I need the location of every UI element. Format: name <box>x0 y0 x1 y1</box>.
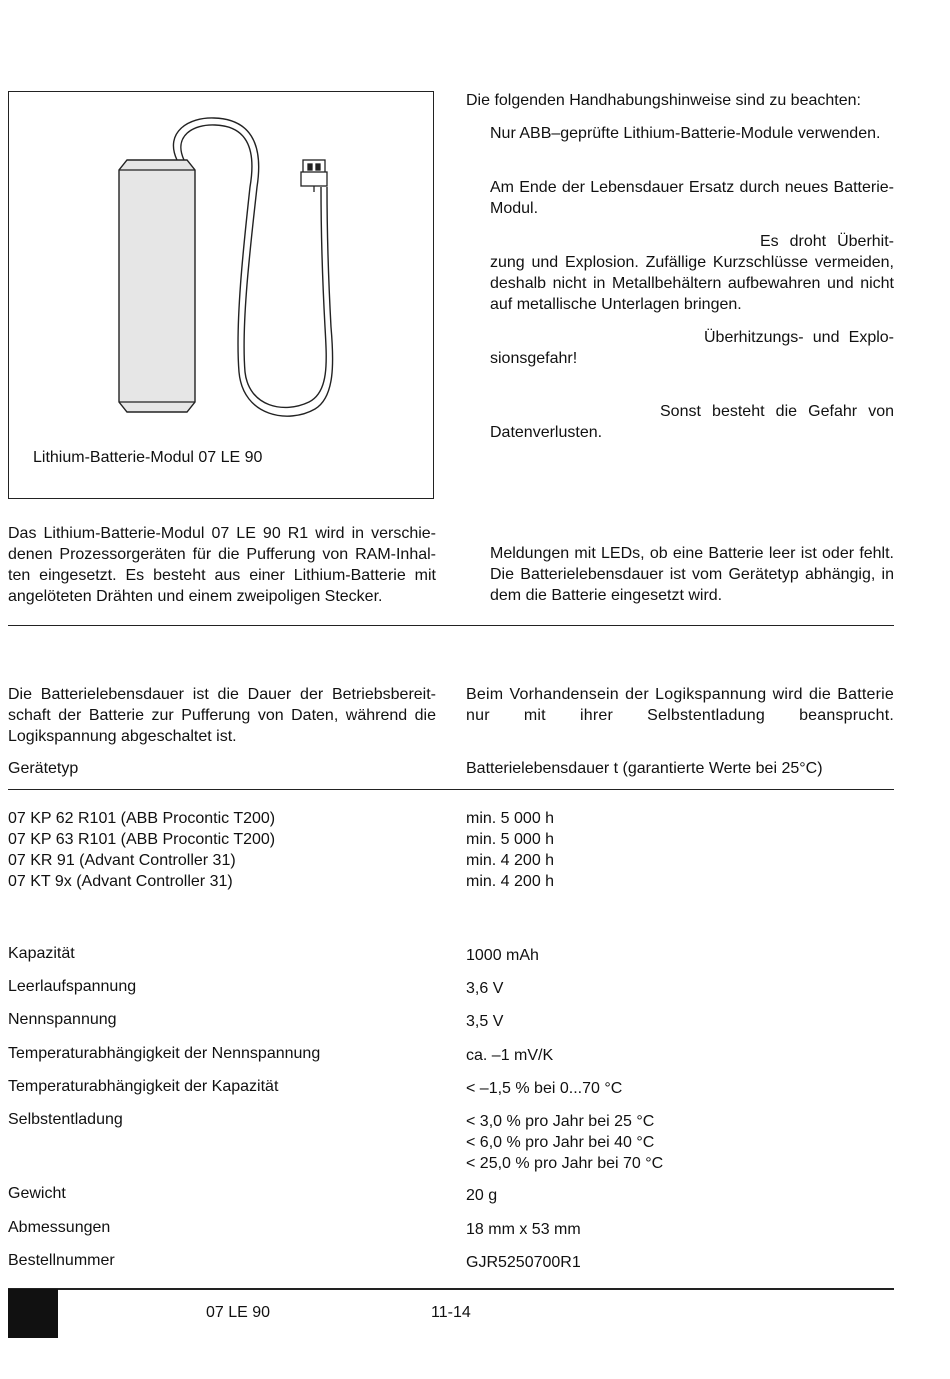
battery-cell <box>119 160 195 412</box>
spec-value <box>466 1078 622 1099</box>
spec-label: Abmessungen <box>8 1219 111 1236</box>
spec-label: Nennspannung <box>8 1011 117 1028</box>
spec-label: Temperaturabhängigkeit der Kapazität <box>8 1078 279 1095</box>
spec-label: Selbstentladung <box>8 1111 123 1128</box>
lifetime-item: min. 5 000 h <box>466 831 555 848</box>
led-note: Meldungen mit LEDs, ob eine Batterie leer ist oder fehlt. Die Batterielebensdauer ist vom Gerätetyp abhängig, in dem die Batterie eingesetzt wird. <box>490 545 894 604</box>
spec-label: Leerlaufspannung <box>8 978 137 995</box>
spec-value-line: < –1,5 % bei 0...70 °C <box>466 1080 623 1097</box>
handling-heading: Die folgenden Handhabungshinweise sind zu beachten: <box>466 92 861 109</box>
spec-value <box>466 1045 553 1066</box>
spec-value-line: < 3,0 % pro Jahr bei 25 °C <box>466 1113 655 1130</box>
spec-label: Bestellnummer <box>8 1252 115 1269</box>
device-item: 07 KR 91 (Advant Controller 31) <box>8 852 236 869</box>
footer-black-tab <box>8 1289 58 1338</box>
spec-value <box>466 945 539 966</box>
spec-value-line: < 25,0 % pro Jahr bei 70 °C <box>466 1155 664 1172</box>
column-header-device: Gerätetyp <box>8 760 79 777</box>
handling-item: Es droht Überhitzung und Explosion. Zufällige Kurzschlüsse vermeiden, deshalb nicht in Metallbehältern aufbewahren und nicht auf metallische Unterlagen bringen. <box>490 233 894 313</box>
footer-module-name: 07 LE 90 <box>206 1304 271 1321</box>
lifetime-self-discharge-note: Beim Vorhandensein der Logikspannung wird die Batterie nur mit ihrer Selbstentladung beansprucht. <box>466 686 894 724</box>
spec-value-line: 18 mm x 53 mm <box>466 1221 581 1238</box>
connector-plug-icon <box>301 160 327 192</box>
spec-label: Kapazität <box>8 945 75 962</box>
battery-module-illustration <box>9 92 435 432</box>
spec-value <box>466 1011 503 1032</box>
spec-value <box>466 1111 663 1174</box>
spec-value <box>466 1185 497 1206</box>
section-divider <box>8 625 894 626</box>
device-item: 07 KP 63 R101 (ABB Procontic T200) <box>8 831 276 848</box>
spec-value <box>466 978 503 999</box>
figure-caption: Lithium-Batterie-Modul 07 LE 90 <box>33 449 263 466</box>
spec-value-line: 3,6 V <box>466 980 504 997</box>
handling-item: Am Ende der Lebensdauer Ersatz durch neues Batterie-Modul. <box>490 179 894 217</box>
spec-value <box>466 1252 581 1273</box>
lifetime-list <box>466 808 554 892</box>
spec-label: Gewicht <box>8 1185 66 1202</box>
lifetime-description: Die Batterielebensdauer ist die Dauer der Betriebsbereitschaft der Batterie zur Pufferung von Daten, während die Logikspannung abgeschaltet ist. <box>8 686 436 745</box>
spec-value-line: < 6,0 % pro Jahr bei 40 °C <box>466 1134 655 1151</box>
column-header-lifetime: Batterielebensdauer t (garantierte Werte bei 25°C) <box>466 760 823 777</box>
handling-item: Sonst besteht die Gefahr von Datenverlusten. <box>490 403 894 441</box>
spec-value-line: GJR5250700R1 <box>466 1254 581 1271</box>
spec-value <box>466 1219 581 1240</box>
intro-paragraph: Das Lithium-Batterie-Modul 07 LE 90 R1 wird in verschiedenen Prozessorgeräten für die Pufferung von RAM-Inhalten eingesetzt. Es besteht aus einer Lithium-Batterie mit angelöteten Drähten und einem zweipoligen Stecker. <box>8 525 436 605</box>
footer-rule <box>8 1288 894 1290</box>
handling-item: Überhitzungs- und Explosionsgefahr! <box>490 329 894 367</box>
footer-page-number: 11-14 <box>431 1304 471 1321</box>
device-list <box>8 808 275 892</box>
device-item: 07 KP 62 R101 (ABB Procontic T200) <box>8 810 276 827</box>
spec-value-line: 20 g <box>466 1187 498 1204</box>
spec-label: Temperaturabhängigkeit der Nennspannung <box>8 1045 321 1062</box>
lifetime-item: min. 4 200 h <box>466 873 555 890</box>
spec-value-line: 3,5 V <box>466 1013 504 1030</box>
device-item: 07 KT 9x (Advant Controller 31) <box>8 873 233 890</box>
lifetime-item: min. 5 000 h <box>466 810 555 827</box>
spec-value-line: 1000 mAh <box>466 947 539 964</box>
figure-box <box>8 91 434 499</box>
table-header-rule <box>8 789 894 790</box>
handling-item: Nur ABB–geprüfte Lithium-Batterie-Module verwenden. <box>490 125 881 142</box>
lifetime-item: min. 4 200 h <box>466 852 555 869</box>
spec-value-line: ca. –1 mV/K <box>466 1047 554 1064</box>
